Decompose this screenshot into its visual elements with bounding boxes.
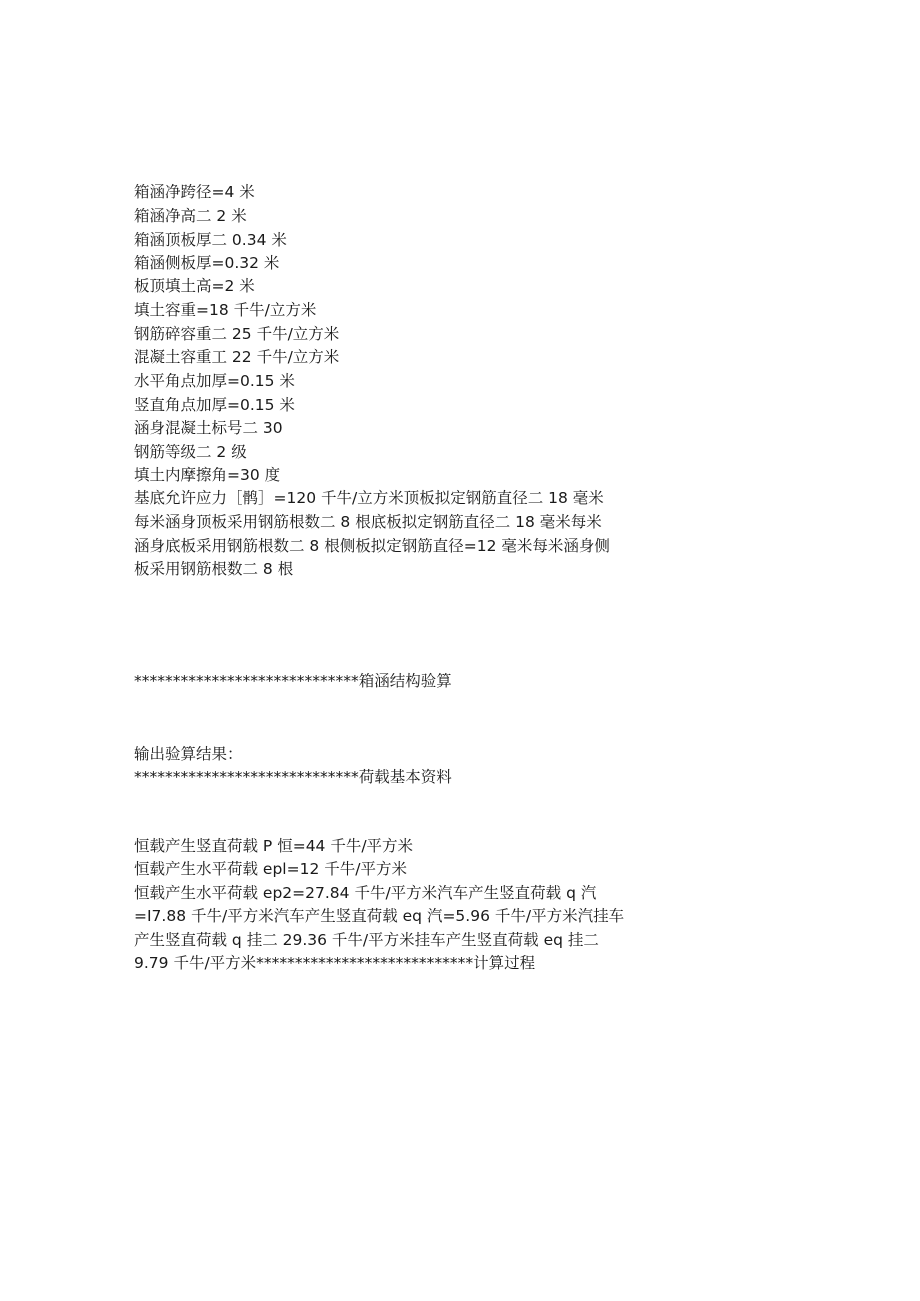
param-line: 钢筋等级二 2 级 (134, 443, 247, 461)
param-line: 每米涵身顶板采用钢筋根数二 8 根底板拟定钢筋直径二 18 毫米每米 (134, 513, 602, 531)
param-line: 板采用钢筋根数二 8 根 (134, 560, 294, 578)
param-line: 填土容重=18 千牛/立方米 (134, 301, 317, 319)
section-heading-load: *****************************荷载基本资料 (134, 768, 452, 786)
param-line: 水平角点加厚=0.15 米 (134, 372, 295, 390)
param-line: 涵身底板采用钢筋根数二 8 根侧板拟定钢筋直径=12 毫米每米涵身侧 (134, 537, 610, 555)
param-line: 填土内摩擦角=30 度 (134, 466, 281, 484)
param-line: 箱涵侧板厚=0.32 米 (134, 254, 280, 272)
load-line: 9.79 千牛/平方米****************************计算过程 (134, 954, 536, 972)
param-line: 竖直角点加厚=0.15 米 (134, 396, 295, 414)
load-line: 恒载产生竖直荷载 P 恒=44 千牛/平方米 (134, 837, 414, 855)
section-heading-structure: *****************************箱涵结构验算 (134, 672, 452, 690)
param-line: 箱涵净高二 2 米 (134, 207, 247, 225)
load-line: 恒载产生水平荷载 ep2=27.84 千牛/平方米汽车产生竖直荷载 q 汽 (134, 884, 597, 902)
param-line: 板顶填土高=2 米 (134, 277, 255, 295)
load-line: 恒载产生水平荷载 epl=12 千牛/平方米 (134, 860, 407, 878)
param-line: 混凝土容重工 22 千牛/立方米 (134, 348, 340, 366)
param-line: 钢筋碎容重二 25 千牛/立方米 (134, 325, 340, 343)
output-label: 输出验算结果： (134, 745, 243, 763)
load-line: =I7.88 千牛/平方米汽车产生竖直荷载 eq 汽=5.96 千牛/平方米汽挂车 (134, 907, 625, 925)
param-line: 箱涵顶板厚二 0.34 米 (134, 231, 287, 249)
param-line: 箱涵净跨径=4 米 (134, 183, 255, 201)
load-line: 产生竖直荷载 q 挂二 29.36 千牛/平方米挂车产生竖直荷载 eq 挂二 (134, 931, 599, 949)
param-line: 涵身混凝土标号二 30 (134, 419, 283, 437)
param-line: 基底允许应力［鹘］=120 千牛/立方米顶板拟定钢筋直径二 18 毫米 (134, 489, 604, 507)
